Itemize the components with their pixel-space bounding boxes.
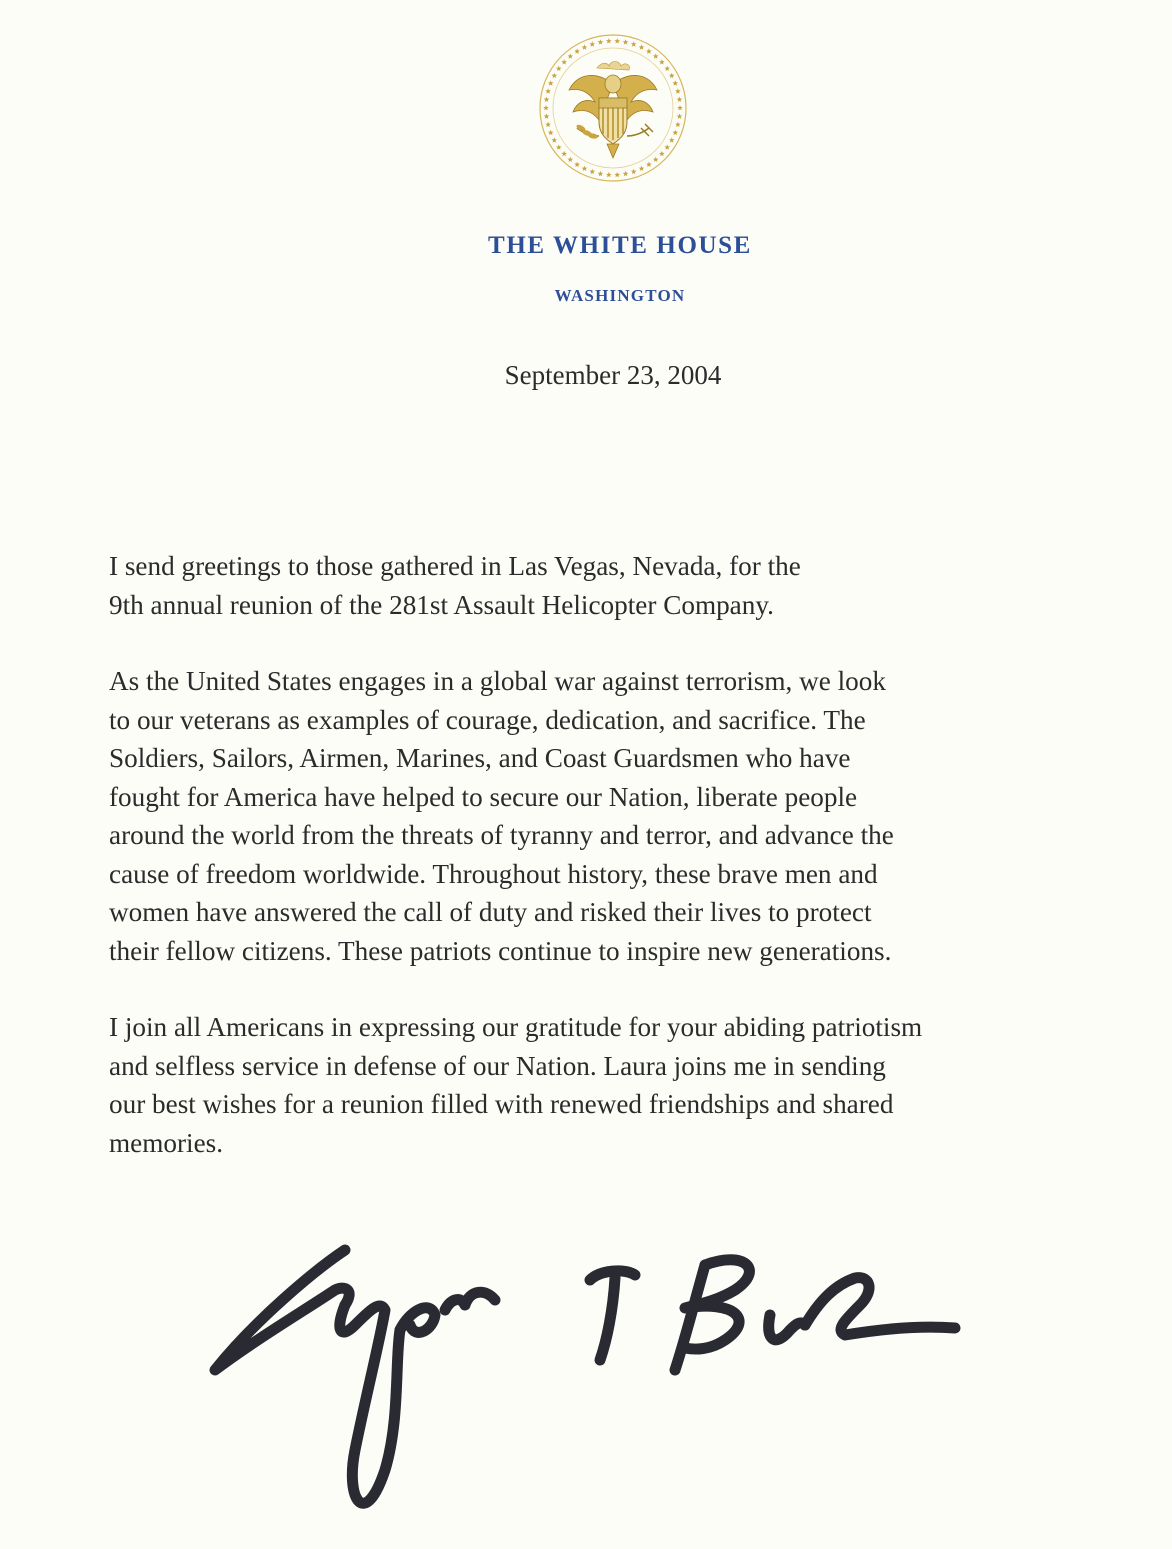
- body-line: Soldiers, Sailors, Airmen, Marines, and Coast Guardsmen who have: [109, 743, 851, 773]
- body-line: fought for America have helped to secure our Nation, liberate people: [109, 781, 858, 812]
- seal-star: [623, 171, 629, 176]
- seal-star: [623, 39, 629, 44]
- body-line: cause of freedom worldwide. Throughout history, these brave men and: [109, 858, 878, 889]
- body-line: and selfless service in defense of our Nation. Laura joins me in sending: [109, 1050, 886, 1081]
- seal-star: [639, 166, 645, 171]
- paragraph-veterans: [109, 662, 1149, 970]
- seal-star: [653, 157, 659, 162]
- seal-star: [664, 144, 670, 149]
- seal-star: [631, 169, 637, 174]
- seal-star: [672, 130, 678, 135]
- seal-star: [606, 172, 612, 177]
- seal-star: [543, 105, 549, 110]
- seal-star: [545, 88, 551, 93]
- body-line: I send greetings to those gathered in Las Vegas, Nevada, for the: [109, 551, 801, 581]
- seal-star: [544, 97, 550, 102]
- seal-star: [551, 73, 557, 78]
- seal-star: [598, 171, 604, 176]
- body-line: to our veterans as examples of courage, dedication, and sacrifice. The: [109, 704, 866, 735]
- seal-star: [664, 66, 670, 71]
- body-line: 9th annual reunion of the 281st Assault Helicopter Company.: [109, 589, 774, 620]
- seal-star: [589, 169, 595, 174]
- seal-star: [659, 151, 665, 156]
- seal-star: [548, 80, 554, 85]
- seal-star: [669, 73, 675, 78]
- body-line: I join all Americans in expressing our gratitude for your abiding patriotism: [109, 1012, 923, 1042]
- seal-star: [675, 122, 681, 127]
- seal-star: [545, 122, 551, 127]
- body-line: our best wishes for a reunion filled with renewed friendships and shared: [109, 1089, 894, 1119]
- seal-star: [677, 97, 683, 102]
- seal-star: [589, 41, 595, 46]
- seal-star: [646, 162, 652, 167]
- seal-star: [677, 105, 683, 110]
- handwritten-signature-icon: [195, 1230, 975, 1530]
- body-line: As the United States engages in a global war against terrorism, we look: [109, 666, 886, 696]
- seal-star: [567, 53, 573, 58]
- seal-star: [672, 80, 678, 85]
- letter-date: September 23, 2004: [504, 360, 722, 390]
- seal-star: [582, 44, 588, 49]
- seal-star: [574, 48, 580, 53]
- seal-star: [556, 144, 562, 149]
- paragraph-gratitude: [109, 1008, 1149, 1162]
- paragraph-greeting: [109, 547, 1149, 624]
- seal-star: [646, 48, 652, 53]
- seal-star: [614, 38, 620, 43]
- seal-star: [598, 39, 604, 44]
- seal-star: [548, 130, 554, 135]
- seal-star: [574, 162, 580, 167]
- seal-star: [675, 88, 681, 93]
- seal-star: [639, 44, 645, 49]
- presidential-seal-icon: [537, 32, 689, 184]
- seal-star: [544, 113, 550, 118]
- seal-star: [669, 137, 675, 142]
- seal-star: [677, 113, 683, 118]
- seal-star: [631, 41, 637, 46]
- seal-star: [556, 66, 562, 71]
- seal-star: [659, 59, 665, 64]
- body-line: women have answered the call of duty and risked their lives to protect: [109, 897, 872, 927]
- seal-star: [561, 151, 567, 156]
- body-line: memories.: [109, 1127, 224, 1158]
- seal-star: [551, 137, 557, 142]
- letter-body: [109, 547, 1149, 1200]
- letterhead-subtitle: WASHINGTON: [554, 286, 686, 305]
- seal-star: [567, 157, 573, 162]
- seal-star: [653, 53, 659, 58]
- letterhead-title: THE WHITE HOUSE: [488, 232, 752, 259]
- body-line: their fellow citizens. These patriots continue to inspire new generations.: [109, 935, 892, 966]
- seal-star: [606, 38, 612, 43]
- seal-star: [582, 166, 588, 171]
- body-line: around the world from the threats of tyranny and terror, and advance the: [109, 820, 894, 850]
- seal-star: [614, 172, 620, 177]
- seal-star: [561, 59, 567, 64]
